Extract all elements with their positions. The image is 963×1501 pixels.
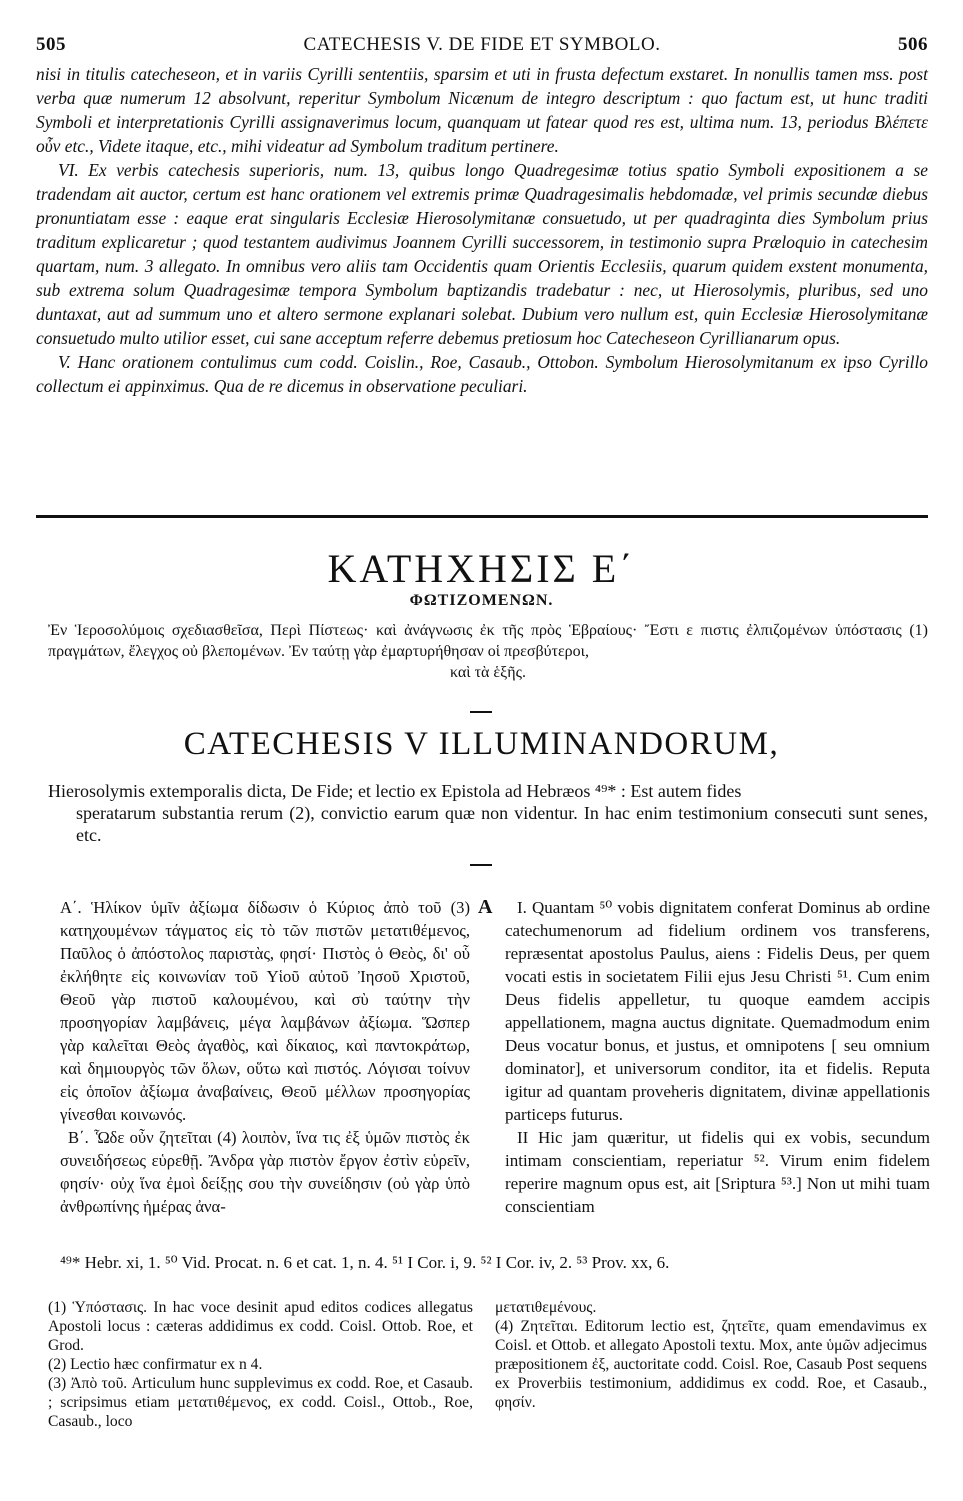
latin-description-rest: speratarum substantia rerum (2), convictio earum quæ non videntur. In hac enim testimonium consecuti sunt senes, etc.	[76, 803, 928, 845]
greek-paragraph: Α΄. Ἡλίκον ὑμῖν ἀξίωμα δίδωσιν ὁ Κύριος ἀπὸ τοῦ (3) κατηχουμένων τάγματος εἰς τὸ τῶν πιστῶν μετατιθέμενος, Παῦλος ὁ ἀπόστολος παριστὰς, φησί· Πιστὸς ὁ Θεὸς, δι' οὗ ἐκλήθητε εἰς κοινωνίαν τοῦ Υἱοῦ αὐτοῦ Ἰησοῦ Χριστοῦ, Θεοῦ γὰρ πιστοῦ καλουμένου, καὶ σὺ ταύτην τὴν προσηγορίαν λαμβάνεις, μέγα λαμβάνων ἀξίωμα. Ὥσπερ γὰρ καλεῖται Θεὸς ἀγαθὸς, καὶ δίκαιος, καὶ παντοκράτωρ, καὶ δημιουργὸς τῶν ὅλων, οὕτω καὶ πιστός. Λόγισαι τοίνυν εἰς ὁποῖον ἀξίωμα ἀναβαίνεις, Θεοῦ μέλλων προσηγορίας γίνεσθαι κοινωνός.	[60, 898, 470, 1124]
separator-dash	[470, 711, 492, 713]
latin-title: CATECHESIS V ILLUMINANDORUM,	[183, 726, 780, 762]
latin-paragraph: I. Quantam ⁵⁰ vobis dignitatem conferat Dominus ab ordine catechumenorum ad fidelium ordinem vos transferens, repræsentat apostolus Paulus, aiens : Fidelis Deus, per quem vocati estis in societatem Filii ejus Jesu Christi ⁵¹. Cum enim Deus fidelis appelletur, tu quoque eamdem accipis appellationem, magna auctus dignitate. Quemadmodum enim Deus vocatur bonus, et justus, et omnipotens [ seu omnium dominator], et universorum conditor, ita et fidelis. Reputa igitur ad quantam proveheris dignitatem, divinæ appellationis particeps futurus.	[505, 898, 930, 1124]
greek-paragraph: Β΄. Ὧδε οὖν ζητεῖται (4) λοιπὸν, ἵνα τις ἐξ ὑμῶν πιστὸς ἐκ συνειδήσεως εὑρεθῇ. Ἄνδρα γὰρ πιστὸν ἔργον ἐστὶν εὑρεῖν, φησίν· οὐχ ἵνα ἐμοὶ δείξῃς σου τὴν συνείδησιν (οὐ γὰρ ὑπὸ ἀνθρωπίνης ἡμέρας ἀνα-	[60, 1128, 470, 1216]
introduction-notes	[36, 62, 928, 398]
greek-title: ΚΑΤΗΧΗΣΙΣ Ε΄	[327, 546, 636, 591]
column-marker: A	[478, 896, 493, 918]
footnote: (3) Ἀπὸ τοῦ. Articulum hunc supplevimus ex codd. Roe, et Casaub. ; scripsimus etiam μετατιθέμενος, ex codd. Coisl., Ottob., Roe, Casaub., loco	[48, 1375, 473, 1430]
running-header	[36, 34, 928, 58]
latin-paragraph: II Hic jam quæritur, ut fidelis qui ex vobis, secundum intimam conscientiam, reperiatur ⁵². Virum enim fidelem reperire magnum opus est, ait [Sriptura ⁵³.] Non ut mihi tuam conscientiam	[505, 1128, 930, 1216]
greek-description	[48, 620, 928, 683]
footnote: (2) Lectio hæc confirmatur ex n 4.	[48, 1356, 263, 1373]
running-title: CATECHESIS V. DE FIDE ET SYMBOLO.	[303, 34, 661, 55]
page-number-left: 505	[36, 34, 66, 55]
separator-dash	[470, 864, 492, 866]
greek-description-end: καὶ τὰ ἑξῆς.	[450, 664, 526, 681]
footnotes-left	[48, 1298, 473, 1431]
intro-paragraph: VI. Ex verbis catechesis superioris, num. 13, quibus longo Quadregesimæ totius spatio Symboli expositionem a se tradendam ait auctor, certum est hanc orationem vel extremis primæ Quadragesimalis hebdomadæ, vel primis secundæ diebus pronuntiatam esse : eaque erat singularis Ecclesiæ Hierosolymitanæ consuetudo, ut per quadraginta dies Symbolum prius traditum explicaretur ; quod testantem audivimus Joannem Cyrilli successorem, in testimonio supra Præloquio in catechesim quartam, num. 3 allegato. In omnibus vero aliis tam Occidentis quam Orientis Ecclesiis, quarum quidem exstent monumenta, sub extrema solum Quadragesimæ tempora Symbolum baptizandis tradebatur : nec, ut Hierosolymis, pluribus, sed uno duntaxat, aut ad summum uno et altero sermone explanari solebat. Dubium vero nullum est, quin Ecclesiæ Hierosolymitanæ consuetudo multo utilior esset, cui sane acceptum referre debemus pretiosum hoc Catecheseon Cyrillianarum opus.	[36, 160, 928, 348]
greek-description-text: Ἐν Ἱεροσολύμοις σχεδιασθεῖσα, Περὶ Πίστεως· καὶ ἀνάγνωσις ἐκ τῆς πρὸς Ἑβραίους· Ἔστι ε πιστις ἐλπιζομένων ὑπόστασις (1) πραγμάτων, ἔλεγχος οὐ βλεπομένων. Ἐν ταύτῃ γὰρ ἐμαρτυρήθησαν οἱ πρεσβύτεροι,	[48, 622, 928, 660]
intro-paragraph: nisi in titulis catecheseon, et in variis Cyrilli sententiis, sparsim et uti in frusta defectum exstaret. In nonullis tamen mss. post verba quæ numerum 12 absolvunt, reperitur Symbolum Nicænum de integro descriptum : quo factum est, ut hunc traditi Symboli et interpretationis Cyrilli assignaverimus locum, quanquam ut fatear quod res est, ultima num. 13, periodus Βλέπετε οὖν etc., Videte itaque, etc., mihi videatur ad Symbolum traditum pertinere.	[36, 64, 928, 156]
greek-subtitle: ΦΩΤΙΖΟΜΕΝΩΝ.	[409, 592, 554, 609]
footnotes-right	[495, 1298, 927, 1412]
latin-description-first: Hierosolymis extemporalis dicta, De Fide; et lectio ex Epistola ad Hebræos ⁴⁹* : Est autem fides	[48, 781, 742, 801]
intro-paragraph: V. Hanc orationem contulimus cum codd. Coislin., Roe, Casaub., Ottobon. Symbolum Hierosolymitanum ex ipso Cyrillo collectum ei appinximus. Qua de re dicemus in observatione peculiari.	[36, 352, 928, 396]
footnote: (4) Ζητεῖται. Editorum lectio est, ζητεῖτε, quam emendavimus ex Coisl. et Ottob. et allegato Apostoli textu. Mox, ante ὑμῶν adjecimus præpositionem ἐξ, auctoritate codd. Coisl. Roe, Casaub Post sequens ex Proverbiis testimonium, addidimus ex codd. Roe, et Casaub., φησίν.	[495, 1318, 927, 1411]
footnote: (1) Ὑπόστασις. In hac voce desinit apud editos codices allegatus Apostoli locus : cæteras addidimus ex codd. Coisl. Ottob. Roe, et Grod.	[48, 1299, 473, 1354]
latin-text-column	[505, 896, 930, 1218]
footnote: μετατιθεμένους.	[495, 1299, 597, 1316]
section-divider	[36, 515, 928, 518]
scripture-references: ⁴⁹* Hebr. xi, 1. ⁵⁰ Vid. Procat. n. 6 et cat. 1, n. 4. ⁵¹ I Cor. i, 9. ⁵² I Cor. iv, 2. ⁵³ Prov. xx, 6.	[60, 1253, 670, 1272]
latin-description	[48, 780, 928, 846]
greek-text-column	[60, 896, 470, 1218]
page-number-right: 506	[898, 34, 928, 55]
